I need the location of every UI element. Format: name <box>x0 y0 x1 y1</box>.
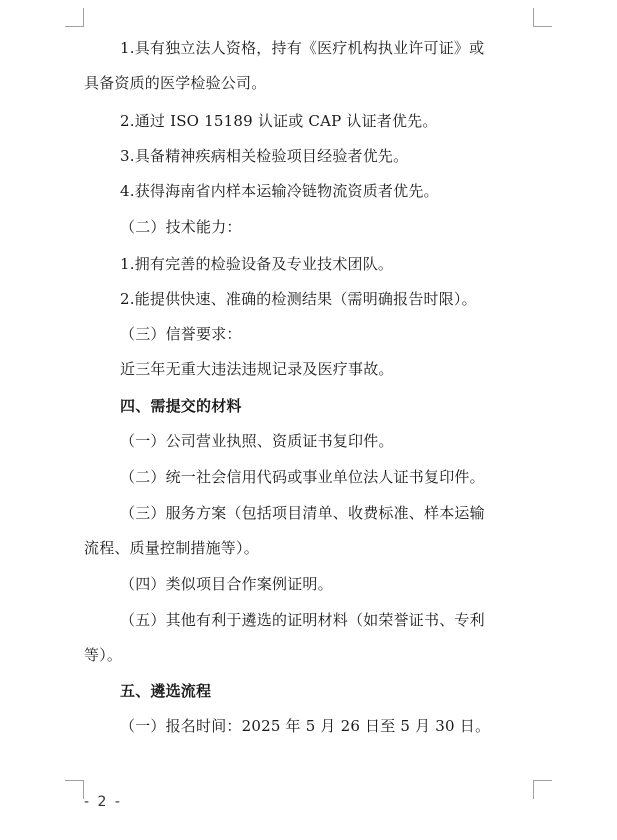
list-item: （一）公司营业执照、资质证书复印件。 <box>120 432 394 450</box>
text-line: 近三年无重大违法违规记录及医疗事故。 <box>120 360 394 378</box>
page-number: - 2 - <box>84 794 122 810</box>
text-line: 2.能提供快速、准确的检测结果（需明确报告时限）。 <box>120 290 477 308</box>
text-line: 具备资质的医学检验公司。 <box>84 74 267 92</box>
text-line: 等）。 <box>84 646 123 664</box>
crop-mark-bottom-left <box>65 780 84 799</box>
list-item: （五）其他有利于遴选的证明材料（如荣誉证书、专利 <box>120 611 485 629</box>
crop-mark-top-right <box>533 8 552 27</box>
text-line: 1.具有独立法人资格，持有《医疗机构执业许可证》或 <box>120 39 485 57</box>
list-item: （三）服务方案（包括项目清单、收费标准、样本运输 <box>120 504 485 522</box>
text-line: 3.具备精神疾病相关检验项目经验者优先。 <box>120 147 409 165</box>
section-heading: 五、遴选流程 <box>120 682 212 700</box>
text-line: 1.拥有完善的检验设备及专业技术团队。 <box>120 255 394 273</box>
subsection-heading: （二）技术能力： <box>120 218 242 236</box>
text-line: 2.通过 ISO 15189 认证或 CAP 认证者优先。 <box>120 112 438 130</box>
text-line: 4.获得海南省内样本运输冷链物流资质者优先。 <box>120 182 439 200</box>
crop-mark-top-left <box>65 8 84 27</box>
crop-mark-bottom-right <box>533 780 552 799</box>
list-item: （四）类似项目合作案例证明。 <box>120 575 333 593</box>
section-heading: 四、需提交的材料 <box>120 397 242 415</box>
subsection-heading: （三）信誉要求： <box>120 325 242 343</box>
text-line: 流程、质量控制措施等）。 <box>84 539 259 557</box>
list-item: （二）统一社会信用代码或事业单位法人证书复印件。 <box>120 468 485 486</box>
list-item: （一）报名时间：2025 年 5 月 26 日至 5 月 30 日。 <box>120 717 491 735</box>
